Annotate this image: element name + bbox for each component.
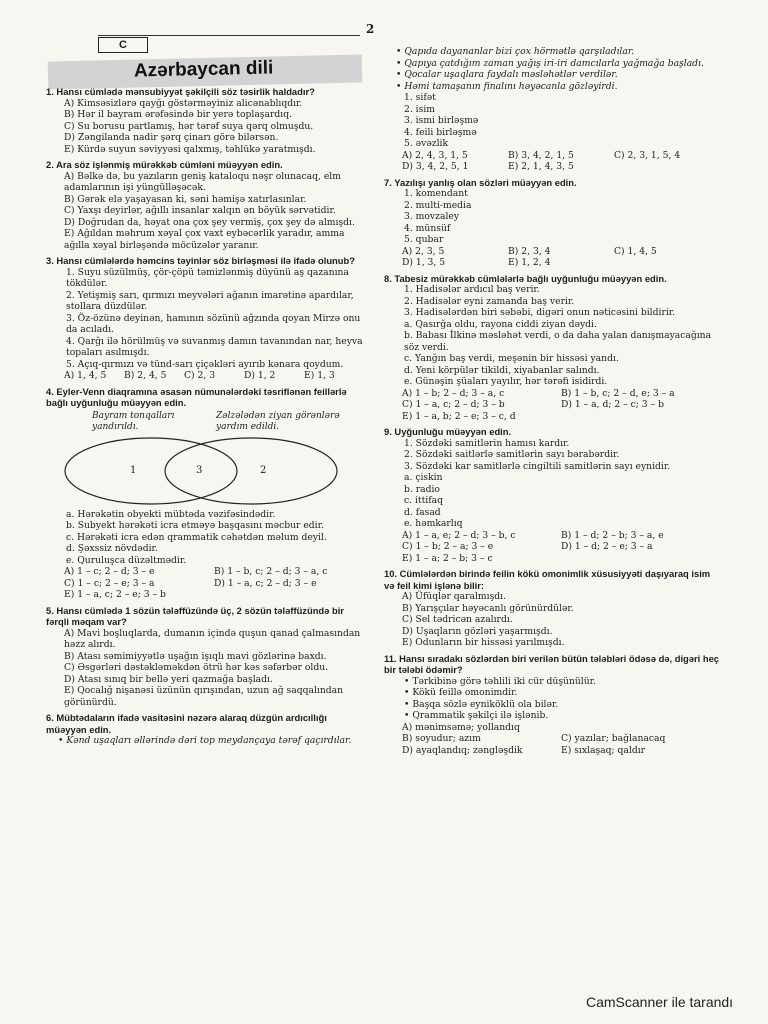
answer-option: A) 2, 4, 3, 1, 5 (402, 149, 468, 161)
answer-option: D) 1 – d; 2 – e; 3 – a (561, 541, 653, 552)
venn-right-label: Zəlzələdən ziyan görənlərə yardım edildi. (216, 410, 340, 432)
venn-region-1: 1 (130, 464, 137, 476)
answer-option: B) 1 – b, c; 2 – d, e; 3 – a (561, 387, 675, 399)
venn-diagram (46, 411, 364, 505)
requirement: • Qrammatik şəkilçi ilə işlənib. (404, 710, 549, 721)
answer-row (46, 578, 364, 590)
right-column (384, 46, 720, 760)
question-stem: 5. Hansı cümlədə 1 sözün tələffüzündə üç, 2 sözün tələffüzündə bir fərqli məqam var? (46, 604, 344, 627)
statement: 2. Yetişmiş sarı, qırmızı meyvələri ağanın imarətinə apardılar, stollara düzdülər. (66, 289, 354, 312)
option: C) Yaxşı deyirlər, ağıllı insanlar xalqın ən böyük sərvətidir. (64, 205, 336, 216)
statement: 2. isim (404, 103, 435, 115)
answer-option: D) 1 – a, d; 2 – c; 3 – b (561, 399, 664, 410)
answer-row (384, 733, 720, 745)
statement: 3. movzaley (404, 211, 460, 222)
answer-option: B) 2, 4, 5 (124, 370, 167, 381)
question-6 (46, 712, 364, 747)
statement: 1. Hadisələr ardıcıl baş verir. (404, 284, 540, 295)
question-1 (46, 86, 364, 155)
answer-row (384, 246, 720, 258)
answer-row (384, 150, 720, 162)
answer-option: A) 1, 4, 5 (64, 370, 107, 381)
answer-row (384, 161, 720, 173)
question-stem: 4. Eyler-Venn diaqramına əsasən nümunələrdəki təsriflənən feillərlə bağlı uyğunluğu müəyyən edin. (46, 385, 347, 408)
statement: e. həmkarlıq (404, 518, 463, 529)
statement: d. Şəxssiz növdədir. (66, 543, 158, 554)
option: D) Zəngilanda nadir şərq çinarı görə bilərsən. (64, 132, 279, 143)
statement: e. Günəşin şüaları yayılır, hər tərəfi isidirdi. (404, 376, 608, 387)
option: B) Hər il bayram ərəfəsində bir yerə toplaşardıq. (64, 109, 293, 120)
option: E) Qocalığ nişanəsi üzünün qırışından, uzun ağ saqqalından görünürdü. (64, 685, 344, 708)
requirement: • Başqa sözlə eyniköklü ola bilər. (404, 698, 559, 710)
statement: 5. Açıq-qırmızı və tünd-sarı çiçəkləri ayırıb kənara qoydum. (66, 358, 344, 370)
answer-option: D) 1, 3, 5 (402, 257, 446, 268)
statement: a. çiskin (404, 472, 443, 483)
answer-option: B) 2, 3, 4 (508, 245, 551, 257)
answer-option: C) 1 – c; 2 – e; 3 – a (64, 577, 155, 589)
example-sentence: • Qapıya çatdığım zaman yağış iri-iri damcılarla yağmağa başladı. (396, 57, 704, 69)
statement: b. Babası İlkinə məsləhət verdi, o da daha yalan danışmayacağına söz verdi. (404, 330, 712, 353)
option: D) Doğrudan da, həyat ona çox şey vermiş, çox şey də almışdı. (64, 216, 355, 228)
statement: a. Qasırğa oldu, rayona ciddi ziyan dəydi. (404, 318, 597, 330)
answer-option: D) 3, 4, 2, 5, 1 (402, 161, 469, 172)
statement: 2. Hadisələr eyni zamanda baş verir. (404, 295, 575, 307)
answer-row (46, 566, 364, 578)
question-stem: 2. Ara söz işlənmiş mürəkkəb cümləni müəyyən edin. (46, 159, 283, 170)
answer-option: E) 1, 2, 4 (508, 257, 551, 268)
statement: c. Yanğın baş verdi, meşənin bir hissəsi yandı. (404, 353, 619, 364)
option: C) Əsgərləri dəstəkləməkdən ötrü hər kəs səfərbər oldu. (64, 662, 329, 673)
answer-option: A) 2, 3, 5 (402, 245, 445, 257)
option: E) Ağıldan məhrum xəyal çox vaxt eybəcərlik yaradır, amma ağılla xəyal birləşəndə möcüzələr yaranır. (64, 228, 345, 251)
answer-option: C) 1, 4, 5 (614, 245, 657, 257)
answer-row (384, 399, 720, 411)
question-stem: 7. Yazılışı yanlış olan sözləri müəyyən edin. (384, 176, 577, 188)
question-stem: 1. Hansı cümlədə mənsubiyyət şəkilçili söz təsirlik haldadır? (46, 86, 315, 97)
statement: 1. komendant (404, 188, 468, 199)
answer-option: B) 3, 4, 2, 1, 5 (508, 149, 574, 161)
section-title: Azərbaycan dili (133, 57, 274, 82)
example-sentence: • Həmi tamaşanın finalını həyəcanla gözləyirdi. (396, 80, 618, 92)
answer-option: E) sıxlaşaq; qaldır (561, 744, 646, 756)
question-stem: 3. Hansı cümlələrdə həmcins təyinlər söz birləşməsi ilə ifadə olunub? (46, 255, 355, 266)
statement: b. Subyekt hərəkəti icra etməyə başqasını məcbur edir. (66, 520, 324, 531)
venn-region-3: 3 (196, 464, 203, 476)
question-stem: 9. Uyğunluğu müəyyən edin. (384, 426, 512, 437)
statement: c. Hərəkəti icra edən qrammatik cəhətdən məlum deyil. (66, 531, 327, 543)
answer-option: E) 1, 3 (304, 370, 335, 381)
statement: 1. sifət (404, 92, 436, 103)
statement: 3. Sözdəki kar samitlərlə cingiltili samitlərin sayı eynidir. (404, 460, 671, 472)
statement: 5. qubar (404, 234, 444, 245)
question-11 (384, 653, 720, 757)
question-stem: 8. Tabesiz mürəkkəb cümlələrlə bağlı uyğunluğu müəyyən edin. (384, 272, 667, 284)
statement: 4. münsüf (404, 222, 451, 234)
answer-row (384, 388, 720, 400)
statement: a. Hərəkətin obyekti mübtəda vəzifəsindədir. (66, 508, 276, 520)
answer-option: C) 1 – b; 2 – a; 3 – e (402, 541, 494, 552)
venn-region-2: 2 (260, 464, 267, 476)
question-5 (46, 605, 364, 709)
statement: 3. Hadisələrdən biri səbəbi, digəri onun nəticəsini bildirir. (404, 307, 676, 318)
option: E) Odunların bir hissəsi yarılmışdı. (402, 637, 565, 648)
statement: c. ittifaq (404, 495, 444, 506)
answer-option: C) yazılar; bağlanacaq (561, 733, 666, 744)
statement: 2. multi-media (404, 199, 472, 211)
answer-option: B) soyudur; azım (402, 733, 481, 744)
question-stem: 6. Mübtədaların ifadə vasitəsini nəzərə alaraq düzgün ardıcıllığı müəyyən edin. (46, 712, 327, 735)
answer-option: D) 1, 2 (244, 370, 276, 381)
statement: 1. Sözdəki samitlərin hamısı kardır. (404, 437, 570, 449)
answer-option: E) 1 – a, b; 2 – e; 3 – c, d (402, 410, 516, 422)
question-3 (46, 255, 364, 382)
requirement: • Tərkibinə görə təhlili iki cür düşünülür. (404, 675, 596, 687)
answer-option: A) 1 – b; 2 – d; 3 – a, c (402, 387, 505, 399)
option: D) Atası sınıq bir bellə yeri qazmağa başladı. (64, 673, 273, 685)
answer-option: E) 2, 1, 4, 3, 5 (508, 161, 574, 172)
left-column (46, 86, 364, 751)
example-sentence: • Kənd uşaqları əllərində dəri top meydançaya tərəf qaçırdılar. (58, 735, 352, 746)
answer-row (384, 541, 720, 553)
answer-option: A) 1 – c; 2 – d; 3 – e (64, 566, 155, 577)
answer-option: D) ayaqlandıq; zəngləşdik (402, 744, 523, 756)
question-7 (384, 177, 720, 269)
question-9 (384, 426, 720, 564)
option: E) Kürdə suyun səviyyəsi qalxmış, təhlükə yaratmışdı. (64, 143, 316, 155)
answer-row (384, 745, 720, 757)
answer-option: C) 2, 3 (184, 370, 216, 381)
answer-option: A) mənimsəmə; yollandıq (402, 721, 520, 733)
answer-option: B) 1 – d; 2 – b; 3 – a, e (561, 529, 664, 541)
answer-option: C) 1 – a, c; 2 – d; 3 – b (402, 399, 505, 410)
answer-option: E) 1 – a, c; 2 – e; 3 – b (64, 589, 166, 600)
question-2 (46, 159, 364, 251)
answer-option: A) 1 – a, e; 2 – d; 3 – b, c (402, 529, 516, 541)
answer-option: C) 2, 3, 1, 5, 4 (614, 149, 681, 161)
option: A) Bəlkə də, bu yazıların geniş kataloqu nəşr olunacaq, elm adamlarının işi yüngülləşəcək. (64, 170, 341, 193)
option: A) Kimsəsizlərə qayğı göstərməyiniz alicənablıqdır. (64, 97, 303, 109)
answer-option: B) 1 – b, c; 2 – d; 3 – a, c (214, 566, 328, 577)
answer-row (384, 257, 720, 269)
statement: 2. Sözdəki saitlərlə samitlərin sayı bərabərdir. (404, 449, 620, 460)
option: C) Su borusu partlamış, hər tərəf suya qərq olmuşdu. (64, 120, 314, 132)
statement: d. Yeni körpülər tikildi, xiyabanlar salındı. (404, 364, 600, 376)
option: B) Yarışçılar həyəcanlı görünürdülər. (402, 602, 574, 614)
requirement: • Kökü feillə omonimdir. (404, 687, 518, 698)
question-4 (46, 386, 364, 601)
option: B) Gərək elə yaşayasan ki, səni həmişə xatırlasınlar. (64, 193, 307, 205)
question-stem: 11. Hansı sıradakı sözlərdən biri verilən bütün tələbləri ödəsə də, digəri heç bir tələbi ödəmir? (384, 652, 720, 675)
question-6-continued (384, 46, 720, 173)
question-8 (384, 273, 720, 423)
option: A) Mavi boşluqlarda, dumanın içində quşun qanad çalmasından həzz alırdı. (64, 627, 361, 650)
question-10 (384, 568, 720, 649)
example-sentence: • Qapıda dayananlar bizi çox hörmətlə qarşıladılar. (396, 46, 635, 57)
statement: 5. əvəzlik (404, 138, 449, 149)
section-letter-box: C (98, 37, 148, 53)
statement: e. Quruluşca düzəltmədir. (66, 554, 187, 566)
option: B) Atası səmimiyyətlə uşağın işıqlı mavi gözlərinə baxdı. (64, 650, 327, 662)
statement: d. fasad (404, 506, 441, 518)
statement: 4. feili birləşmə (404, 126, 477, 138)
statement: 1. Suyu süzülmüş, çör-çöpü təmizlənmiş düyünü aş qazanına tökdülər. (66, 266, 349, 289)
section-banner (48, 54, 363, 89)
option: D) Uşaqların gözləri yaşarmışdı. (402, 625, 553, 637)
answer-option: D) 1 – a, c; 2 – d; 3 – e (214, 577, 317, 589)
scanner-watermark: CamScanner ile tarandı (586, 994, 734, 1010)
top-rule (98, 35, 360, 36)
option: C) Sel tədricən azalırdı. (402, 614, 513, 625)
page-number: 2 (366, 22, 375, 36)
answer-option: E) 1 – a; 2 – b; 3 – c (402, 552, 493, 564)
venn-left-label: Bayram tonqalları yandırıldı. (92, 410, 175, 432)
statement: 4. Qarğı ilə hörülmüş və suvanmış damın tavanından nar, heyva topaları asılmışdı. (66, 335, 363, 358)
statement: 3. Öz-özünə deyinən, hamının sözünü ağzında qoyan Mirzə onu da acıladı. (66, 312, 361, 335)
option: A) Üfüqlər qaralmışdı. (402, 591, 507, 602)
question-stem: 10. Cümlələrdən birində feilin kökü omonimlik xüsusiyyəti daşıyaraq isim və feil kimi işlənə bilir: (384, 568, 711, 591)
statement: 3. ismi birləşmə (404, 115, 479, 126)
example-sentence: • Qocalar uşaqlara faydalı məsləhətlər verdilər. (396, 69, 618, 80)
statement: b. radio (404, 483, 440, 495)
answer-row (384, 530, 720, 542)
answer-row (46, 370, 364, 382)
